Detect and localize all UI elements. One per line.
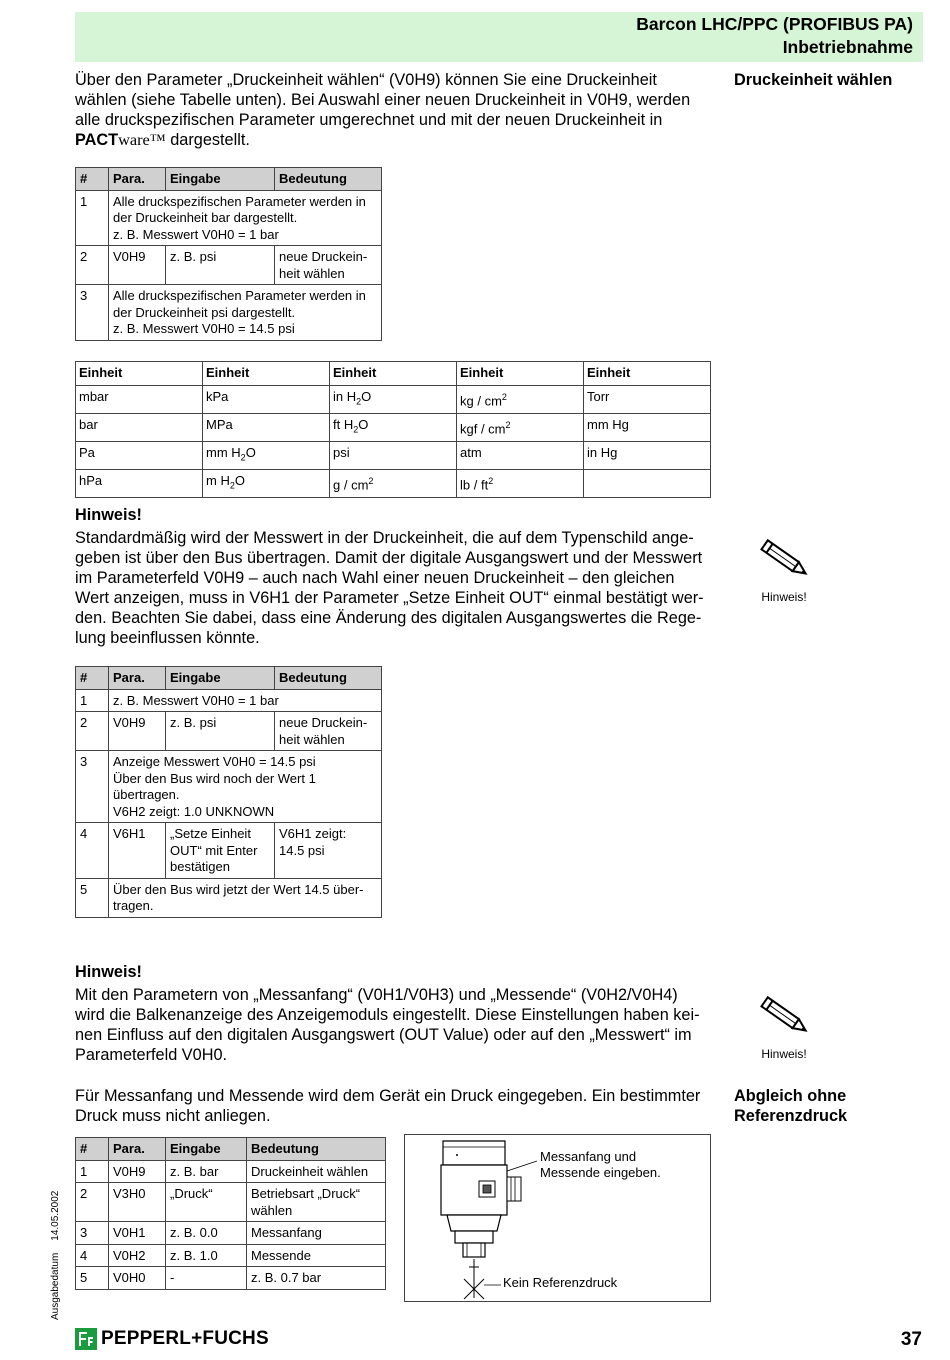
- table-row: 2 V0H9 z. B. psi neue Druckein- heit wählen: [76, 712, 382, 751]
- table-row: 3 V0H1 z. B. 0.0 Messanfang: [76, 1222, 386, 1245]
- table-row: hPa m $H_2O$ g / $cm^2$ lb / $ft^2$: [76, 469, 711, 497]
- side-title-abgleich: Abgleich ohne Referenzdruck: [734, 1087, 848, 1125]
- intro-paragraph: Über den Parameter „Druckeinheit wählen“ (V0H9) können Sie eine Druckeinheit wählen (siehe Tabelle unten). Bei Auswahl einer neuen Druckeinheit in V0H9, werden alle druckspezifischen Parameter umgerechnet und mit der neuen Druckeinheit in PACTware™ dargestellt.: [75, 71, 691, 149]
- table-row: bar MPa ft $H_2O$ kgf / $cm^2$ mm Hg: [76, 413, 711, 441]
- table-row: 1 z. B. Messwert V0H0 = 1 bar: [76, 689, 382, 712]
- page-header: [75, 12, 923, 62]
- table-row: 3 Alle druckspezifischen Parameter werden in der Druckeinheit psi dargestellt. z. B. Messwert V0H0 = 14.5 psi: [76, 285, 382, 341]
- header-subtitle: Inbetriebnahme: [782, 37, 913, 57]
- pencil-icon: [754, 992, 814, 1040]
- table-row: 5 V0H0 - z. B. 0.7 bar: [76, 1267, 386, 1290]
- diagram-label-messanfang: Messanfang und Messende eingeben.: [540, 1149, 661, 1180]
- hinweis-pencil-icon-2: Hinweis!: [744, 992, 824, 1061]
- units-table: Einheit Einheit Einheit Einheit Einheit mbar kPa in $H_2O$ kg / $cm^2$ Torr bar MPa ft $H_2O$ kgf / $cm^2$ mm Hg Pa mm $H_2O$ psi atm in Hg hPa m $H_2O$ g / $cm^2$ lb / $ft^2$: [75, 361, 711, 498]
- table-row: 2 V3H0 „Druck“ Betriebsart „Druck“ wählen: [76, 1183, 386, 1222]
- pf-logo-icon: [75, 1328, 97, 1350]
- table-row: 4 V0H2 z. B. 1.0 Messende: [76, 1244, 386, 1267]
- hinweis-1: Hinweis! Standardmäßig wird der Messwert in der Druckeinheit, die auf dem Typenschild ange- geben ist über den Bus übertragen. Damit der digitale Ausgangswert und der Messwert im Parameterfeld V0H9 – auch nach Wahl einer neuen Druckeinheit – den gleichen Wert anzeigen, muss in V6H1 der Parameter „Setze Einheit OUT“ einmal bestätigt wer- den. Beachten Sie dabei, dass eine Änderung des digitalen Ausgangswertes die Rege- lung beeinflussen könnte.: [75, 506, 704, 647]
- table-row: Pa mm $H_2O$ psi atm in Hg: [76, 441, 711, 469]
- hinweis-pencil-icon: Hinweis!: [744, 535, 824, 604]
- brand-logo: PEPPERL+FUCHS: [75, 1326, 269, 1352]
- diagram-label-referenz: Kein Referenzdruck: [503, 1275, 618, 1290]
- table-example-1: # Para. Eingabe Bedeutung 1 Alle druckspezifischen Parameter werden in der Druckeinheit bar dargestellt. z. B. Messwert V0H0 = 1 bar 2 V0H9 z. B. psi neue Druckein- heit wählen 3 Alle druckspezifischen Parameter werden in der Druckeinheit psi dargestellt. z. B. Messwert V0H0 = 14.5 psi: [75, 167, 382, 341]
- hinweis-2: Hinweis! Mit den Parametern von „Messanfang“ (V0H1/V0H3) und „Messende“ (V0H2/V0H4) wird die Balkenanzeige des Anzeigemoduls eingestellt. Diese Einstellungen haben kei- nen Einfluss auf den digitalen Ausgangswert (OUT Value) oder auf den „Messwert“ im Parameterfeld V0H0.: [75, 963, 700, 1064]
- table-row: 2 V0H9 z. B. psi neue Druckein- heit wählen: [76, 246, 382, 285]
- section3-paragraph: Für Messanfang und Messende wird dem Gerät ein Druck eingegeben. Ein bestimmter Druck muss nicht anliegen.: [75, 1087, 701, 1125]
- table-row: 1 Alle druckspezifischen Parameter werden in der Druckeinheit bar dargestellt. z. B. Messwert V0H0 = 1 bar: [76, 190, 382, 246]
- issue-date: Ausgabedatum14.05.2002: [50, 1190, 61, 1320]
- table-row: 1 V0H9 z. B. bar Druckeinheit wählen: [76, 1160, 386, 1183]
- table-row: 5 Über den Bus wird jetzt der Wert 14.5 über- tragen.: [76, 878, 382, 917]
- device-diagram: [404, 1134, 711, 1302]
- header-title: Barcon LHC/PPC (PROFIBUS PA): [636, 14, 913, 34]
- page-number: 37: [900, 1329, 922, 1350]
- pencil-icon: [754, 535, 814, 583]
- table-row: 4 V6H1 „Setze Einheit OUT“ mit Enter bestätigen V6H1 zeigt: 14.5 psi: [76, 823, 382, 879]
- table-row: mbar kPa in $H_2O$ kg / $cm^2$ Torr: [76, 385, 711, 413]
- table-row: 3 Anzeige Messwert V0H0 = 14.5 psi Über den Bus wird noch der Wert 1 übertragen. V6H2 zeigt: 1.0 UNKNOWN: [76, 751, 382, 823]
- side-title-druckeinheit: Druckeinheit wählen: [734, 71, 893, 89]
- table-example-2: # Para. Eingabe Bedeutung 1 z. B. Messwert V0H0 = 1 bar 2 V0H9 z. B. psi neue Druckein- heit wählen 3 Anzeige Messwert V0H0 = 14.5 psi Über den Bus wird noch der Wert 1 übertragen. V6H2 zeigt: 1.0 UNKNOWN 4 V6H1 „Setze Einheit OUT“ mit Enter bestätigen V6H1 zeigt: 14.5 psi 5 Über den Bus wird jetzt der Wert 14.5 über- tragen.: [75, 666, 382, 918]
- table-abgleich: # Para. Eingabe Bedeutung 1 V0H9 z. B. bar Druckeinheit wählen 2 V3H0 „Druck“ Betriebsart „Druck“ wählen 3 V0H1 z. B. 0.0 Messanfang 4 V0H2 z. B. 1.0 Messende 5 V0H0 - z. B. 0.7 bar: [75, 1137, 386, 1290]
